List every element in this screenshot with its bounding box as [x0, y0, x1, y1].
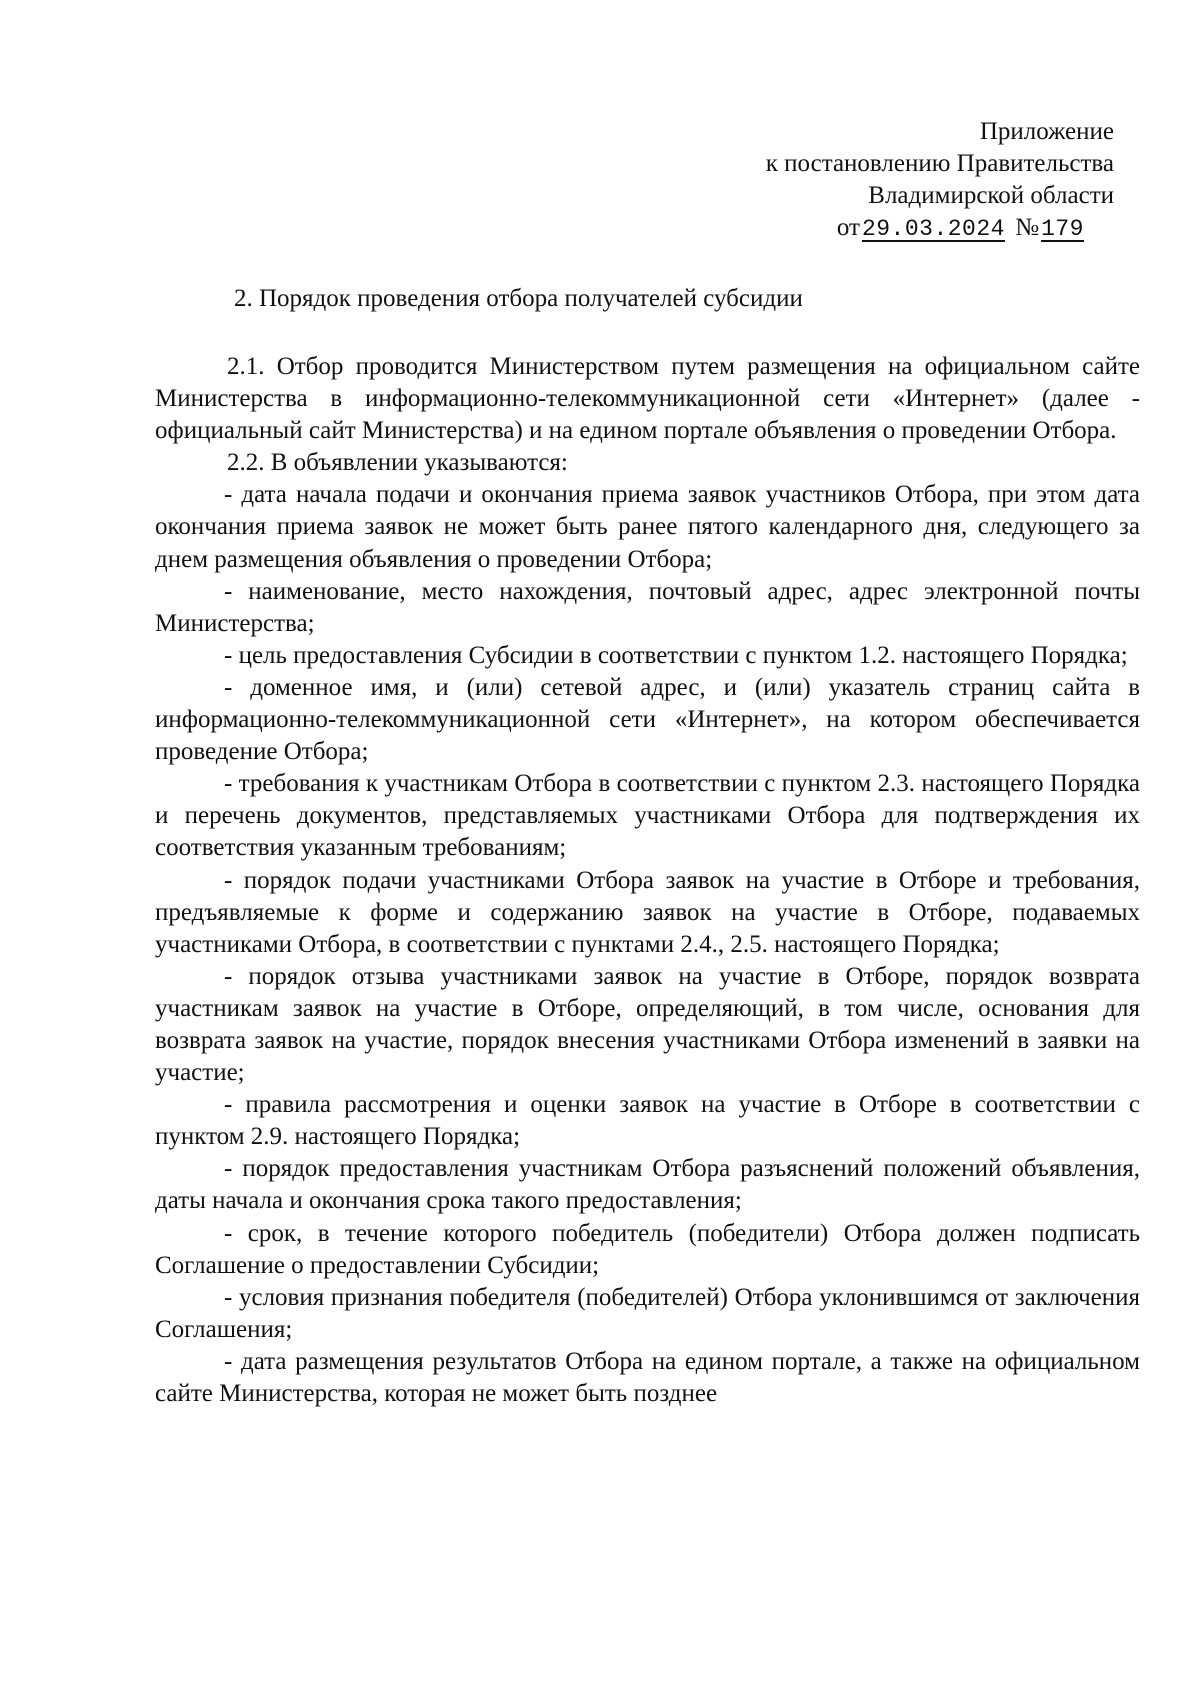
appendix-region-line: Владимирской области: [868, 182, 1114, 209]
list-item: - порядок подачи участниками Отбора заявок на участие в Отборе и требования, предъявляемые к форме и содержанию заявок на участие в Отборе, подаваемых участниками Отбора, в соответствии с пунктами 2.4., 2.5. настоящего Порядка;: [155, 866, 1140, 958]
document-body: [155, 351, 1140, 1410]
paragraph-2-2: 2.2. В объявлении указываются:: [227, 449, 568, 477]
resolution-date: 29.03.2024: [861, 216, 1005, 242]
list-item: - дата начала подачи и окончания приема заявок участников Отбора, при этом дата окончания приема заявок не может быть ранее пятого календарного дня, следующего за днем размещения объявления о проведении Отбора;: [155, 481, 1140, 573]
list-item: - наименование, место нахождения, почтовый адрес, адрес электронной почты Министерства;: [155, 577, 1140, 637]
list-item: - порядок отзыва участниками заявок на участие в Отборе, порядок возврата участникам заявок на участие в Отборе, определяющий, в том числе, основания для возврата заявок на участие, порядок внесения участниками Отбора изменений в заявки на участие;: [155, 962, 1140, 1087]
appendix-date-number-line: [766, 212, 1114, 245]
list-item: - доменное имя, и (или) сетевой адрес, и (или) указатель страниц сайта в информационно-телекоммуникационной сети «Интернет», на котором обеспечивается проведение Отбора;: [155, 673, 1140, 766]
list-item: - дата размещения результатов Отбора на едином портале, а также на официальном сайте Министерства, которая не может быть позднее: [155, 1347, 1140, 1407]
list-item: - порядок предоставления участникам Отбора разъяснений положений объявления, даты начала и окончания срока такого предоставления;: [155, 1155, 1140, 1215]
resolution-number: 179: [1041, 216, 1084, 242]
list-item: - условия признания победителя (победителей) Отбора уклонившимся от заключения Соглашения;: [155, 1283, 1140, 1343]
list-item: - правила рассмотрения и оценки заявок на участие в Отборе в соответствии с пунктом 2.9. настоящего Порядка;: [155, 1091, 1140, 1151]
list-item: - срок, в течение которого победитель (победители) Отбора должен подписать Соглашение о предоставлении Субсидии;: [155, 1219, 1140, 1279]
list-item: - цель предоставления Субсидии в соответствии с пунктом 1.2. настоящего Порядка;: [224, 641, 1128, 669]
list-item: - требования к участникам Отбора в соответствии с пунктом 2.3. настоящего Порядка и перечень документов, представляемых участниками Отбора для подтверждения их соответствия указанным требованиям;: [155, 770, 1140, 862]
section-title: 2. Порядок проведения отбора получателей субсидии: [234, 285, 803, 312]
number-prefix: №: [1015, 214, 1040, 241]
paragraph-2-1: 2.1. Отбор проводится Министерством путем размещения на официальном сайте Министерства в информационно-телекоммуникационной сети «Интернет» (далее - официальный сайт Министерства) и на едином портале объявления о проведении Отбора.: [155, 353, 1140, 445]
appendix-resolution-line: к постановлению Правительства: [765, 150, 1114, 177]
appendix-label: Приложение: [979, 118, 1114, 145]
appendix-header: [766, 116, 1114, 245]
date-prefix: от: [836, 214, 860, 241]
